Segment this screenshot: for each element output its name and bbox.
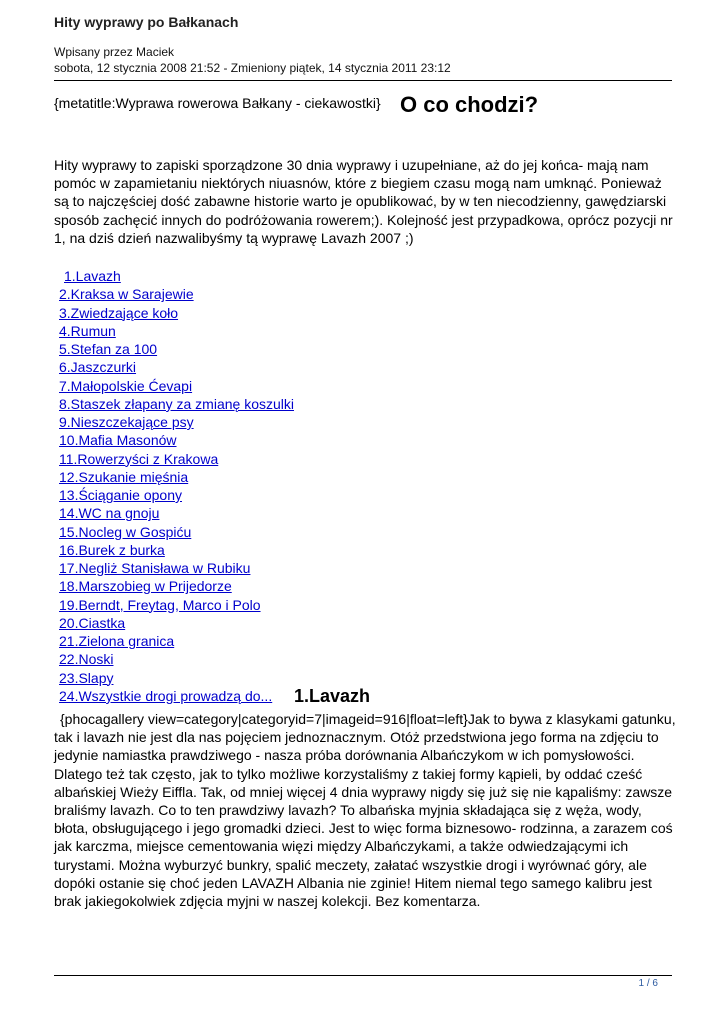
intro-paragraph: Hity wyprawy to zapiski sporządzone 30 dnia wyprawy i uzupełniane, aż do jej końca- mają nam pomóc w zapamietaniu niektórych niuasnów, które z biegiem czasu mogą nam umknąć. Ponieważ są to najczęściej dość zabawne historie warto je opublikować, by w ten niecodzienny, gawędziarski sposób zachęcić innych do podróżowania rowerem;). Kolejność jest przypadkowa, oprócz pozycji nr 1, na dziś dzień nazwalibyśmy tą wyprawę Lavazh 2007 ;) bbox=[54, 157, 673, 246]
toc-item bbox=[59, 285, 294, 303]
toc-item bbox=[59, 377, 294, 395]
toc-link-19[interactable]: 19.Berndt, Freytag, Marco i Polo bbox=[59, 596, 261, 613]
page-number: 1 / 6 bbox=[638, 978, 658, 989]
toc-link-6[interactable]: 6.Jaszczurki bbox=[59, 359, 137, 376]
toc-item bbox=[59, 267, 294, 285]
toc-link-17[interactable]: 17.Negliż Stanisława w Rubiku bbox=[59, 560, 251, 576]
toc-link-16[interactable]: 16.Burek z burka bbox=[59, 541, 165, 558]
toc-link-5[interactable]: 5.Stefan za 100 bbox=[59, 341, 158, 357]
toc-link-1[interactable]: 1.Lavazh bbox=[64, 268, 121, 284]
section-body: {phocagallery view=category|categoryid=7|imageid=916|float=left}Jak to bywa z klasykami gatunku, tak i lavazh nie jest dla nas pojęciem jednoznacznym. Otóż przedstwiona jego forma na zdjęciu to jedynie namiastka prawdziwego - nasza próba dorównania Albańczykom w ich pomysłowości. Dlatego też tak często, jak to tylko możliwe korzystaliśmy z takiej formy kąpieli, by oddać cześć albańskiej Wieży Eiffla. Tak, od mniej więcej 4 dnia wyprawy nigdy się już się nie kąpaliśmy: zawsze braliśmy lavazh. Co to ten prawdziwy lavazh? To albańska myjnia składająca się z węża, wody, błota, obsługującego i jego gromadki dzieci. Jest to więc forma biznesowo- rodzinna, a zarazem coś jak karczma, miejsce cementowania więzi między Albańczykami, a także odwiedzającymi ich turystami. Można wyburzyć bunkry, spalić meczety, załatać wszystkie drogi i wyrównać góry, ale dopóki ostanie się choć jeden LAVAZH Albania nie zginie! Hitem niemal tego samego kalibru jest brak jakiegokolwiek zdjęcia myjni w naszej kolekcji. Bez komentarza. bbox=[54, 711, 676, 910]
toc-link-13[interactable]: 13.Ściąganie opony bbox=[59, 487, 182, 503]
toc-item bbox=[59, 413, 294, 431]
page-heading: O co chodzi? bbox=[400, 92, 539, 117]
toc-item bbox=[59, 304, 294, 322]
toc-item bbox=[59, 523, 294, 541]
toc-link-24[interactable]: 24.Wszystkie drogi prowadzą do... bbox=[59, 687, 273, 704]
toc-link-2[interactable]: 2.Kraksa w Sarajewie bbox=[59, 286, 194, 303]
footer-divider bbox=[54, 975, 672, 976]
toc-item bbox=[59, 340, 294, 358]
toc-link-9[interactable]: 9.Nieszczekające psy bbox=[59, 414, 194, 430]
date-line: sobota, 12 stycznia 2008 21:52 - Zmieniony piątek, 14 stycznia 2011 23:12 bbox=[54, 61, 451, 75]
toc-item bbox=[59, 450, 294, 468]
toc-link-22[interactable]: 22.Noski bbox=[59, 651, 114, 668]
author-line: Wpisany przez Maciek bbox=[54, 45, 175, 59]
toc-item bbox=[59, 596, 294, 614]
toc-link-8[interactable]: 8.Staszek złapany za zmianę koszulki bbox=[59, 395, 294, 412]
toc-link-15[interactable]: 15.Nocleg w Gospiću bbox=[59, 523, 192, 540]
toc-item bbox=[59, 468, 294, 486]
toc-item bbox=[59, 632, 294, 650]
table-of-contents bbox=[59, 267, 294, 705]
document-title: Hity wyprawy po Bałkanach bbox=[54, 14, 239, 30]
toc-item bbox=[59, 650, 294, 668]
toc-item bbox=[59, 431, 294, 449]
toc-item bbox=[59, 358, 294, 376]
toc-item bbox=[59, 486, 294, 504]
article-meta bbox=[54, 44, 451, 76]
toc-link-11[interactable]: 11.Rowerzyści z Krakowa bbox=[59, 450, 219, 467]
toc-link-10[interactable]: 10.Mafia Masonów bbox=[59, 432, 177, 449]
toc-item bbox=[59, 541, 294, 559]
toc-item bbox=[59, 559, 294, 577]
section-heading: 1.Lavazh bbox=[294, 686, 371, 706]
toc-link-14[interactable]: 14.WC na gnoju bbox=[59, 505, 160, 522]
toc-link-23[interactable]: 23.Slapy bbox=[59, 669, 114, 686]
toc-link-20[interactable]: 20.Ciastka bbox=[59, 614, 126, 631]
toc-item bbox=[59, 669, 294, 687]
toc-link-12[interactable]: 12.Szukanie mięśnia bbox=[59, 468, 189, 485]
toc-link-3[interactable]: 3.Zwiedzające koło bbox=[59, 304, 179, 321]
header-divider bbox=[54, 80, 672, 81]
metatitle-tag: {metatitle:Wyprawa rowerowa Bałkany - ciekawostki} bbox=[54, 95, 381, 111]
toc-item bbox=[59, 504, 294, 522]
toc-item bbox=[59, 614, 294, 632]
toc-item bbox=[59, 577, 294, 595]
toc-link-21[interactable]: 21.Zielona granica bbox=[59, 633, 175, 649]
toc-link-7[interactable]: 7.Małopolskie Ćevapi bbox=[59, 377, 193, 394]
toc-item bbox=[59, 395, 294, 413]
toc-item bbox=[59, 322, 294, 340]
toc-link-18[interactable]: 18.Marszobieg w Prijedorze bbox=[59, 578, 232, 595]
toc-item bbox=[59, 687, 294, 705]
toc-link-4[interactable]: 4.Rumun bbox=[59, 322, 116, 339]
